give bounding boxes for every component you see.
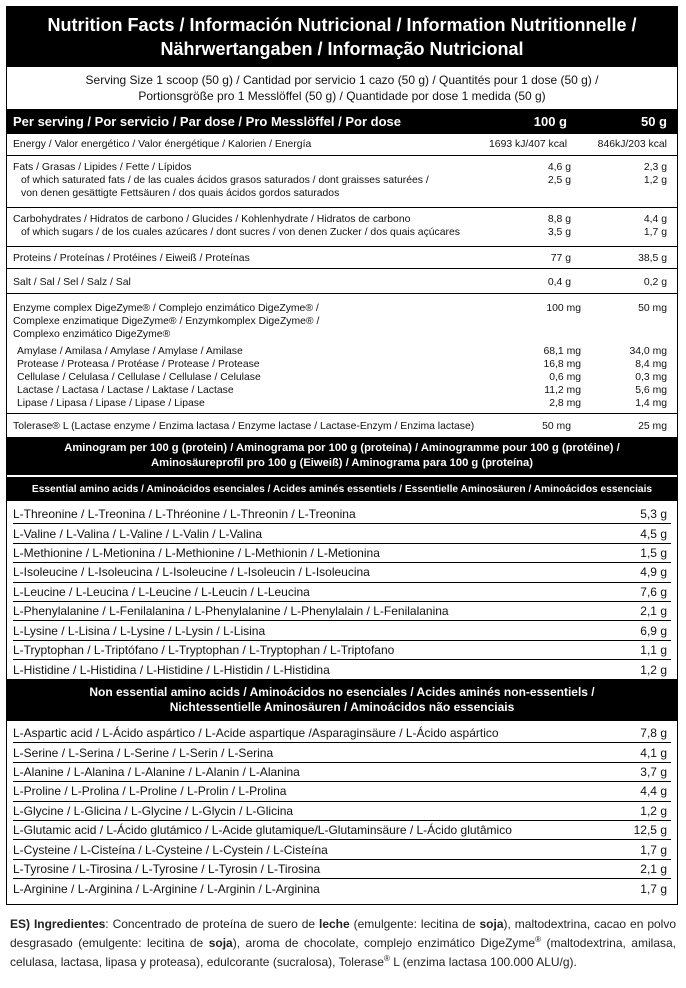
list-item: L-Glutamic acid / L-Ácido glutámico / L-Acide glutamique/L-Glutaminsäure / L-Ácido glutâmico 12,5 g (13, 821, 671, 840)
per-serving-label: Per serving / Por servicio / Par dose / Pro Messlöffel / Por dose (13, 113, 401, 129)
enzyme-row-lactase: Lactase / Lactasa / Lactase / Laktase / Lactase 11,2 mg 5,6 mg (17, 385, 667, 396)
title-line-1: Nutrition Facts / Información Nutricional / Information Nutritionnelle / (47, 15, 637, 35)
list-item: L-Threonine / L-Treonina / L-Thréonine / L-Threonin / L-Treonina 5,3 g (13, 505, 671, 524)
list-item: L-Isoleucine / L-Isoleucina / L-Isoleucine / L-Isoleucin / L-Isoleucina 4,9 g (13, 563, 671, 582)
fats-row: Fats / Grasas / Lipides / Fette / Lípidos 4,6 g 2,3 g (13, 162, 667, 173)
list-item: L-Tyrosine / L-Tirosina / L-Tyrosine / L-Tyrosin / L-Tirosina 2,1 g (13, 860, 671, 879)
list-item: L-Methionine / L-Metionina / L-Methionine / L-Methionin / L-Metionina 1,5 g (13, 544, 671, 563)
enzyme-complex-row: Enzyme complex DigeZyme® / Complejo enzimático DigeZyme® / Complexe enzimatique DigeZyme® / Enzymkomplex DigeZyme® / Complexo enzimático DigeZyme® 100 mg 50 mg (13, 303, 667, 340)
list-item: L-Tryptophan / L-Triptófano / L-Tryptophan / L-Tryptophan / L-Triptofano 1,1 g (13, 641, 671, 660)
title-line-2: Nährwertangaben / Informação Nutricional (160, 39, 524, 59)
carbs-row: Carbohydrates / Hidratos de carbono / Glucides / Kohlenhydrate / Hidratos de carbono 8,8 g 4,4 g (13, 214, 667, 225)
proteins-row: Proteins / Proteínas / Protéines / Eiweiß / Proteínas 77 g 38,5 g (13, 253, 667, 264)
list-item: L-Histidine / L-Histidina / L-Histidine / L-Histidin / L-Histidina 1,2 g (13, 662, 667, 677)
enzyme-row-protease: Protease / Proteasa / Protéase / Protease / Protease 16,8 mg 8,4 mg (17, 359, 667, 370)
per-50g-heading: 50 g (640, 113, 667, 129)
salt-row: Salt / Sal / Sel / Salz / Sal 0,4 g 0,2 g (13, 277, 667, 288)
enzyme-section (7, 293, 677, 413)
proteins-section (7, 246, 677, 268)
carbs-section (7, 207, 677, 246)
list-item: L-Arginine / L-Arginina / L-Arginine / L-Arginin / L-Arginina 1,7 g (13, 881, 667, 896)
aminogram-heading: Aminogram per 100 g (protein) / Aminograma por 100 g (proteína) / Aminogramme pour 100 g (protéine) / Aminosäureprofil pro 100 g (Eiweiß) / Aminograma para 100 g (proteína) (7, 437, 677, 475)
salt-section (7, 268, 677, 293)
list-item: L-Leucine / L-Leucina / L-Leucine / L-Leucin / L-Leucina 7,6 g (13, 583, 671, 602)
non-essential-amino-list (7, 721, 677, 901)
list-item: L-Glycine / L-Glicina / L-Glycine / L-Glycin / L-Glicina 1,2 g (13, 802, 671, 821)
enzyme-row-amylase: Amylase / Amilasa / Amylase / Amylase / Amilase 68,1 mg 34,0 mg (17, 346, 667, 357)
enzyme-row-lipase: Lipase / Lipasa / Lipase / Lipase / Lipase 2,8 mg 1,4 mg (17, 398, 667, 409)
serving-line-2: Portionsgröße pro 1 Messlöffel (50 g) / Quantidade por dose 1 medida (50 g) (138, 89, 546, 103)
sugars-row: of which sugars / de los cuales azúcares / dont sucres / von denen Zucker / dos quais açúcares 3,5 g 1,7 g (21, 227, 667, 238)
list-item: L-Proline / L-Prolina / L-Proline / L-Prolin / L-Prolina 4,4 g (13, 782, 671, 801)
serving-size (7, 67, 677, 109)
essential-amino-heading: Essential amino acids / Aminoácidos esenciales / Acides aminés essentiels / Essentielle Aminosäuren / Aminoácidos essenciais (7, 477, 677, 501)
serving-line-1: Serving Size 1 scoop (50 g) / Cantidad por servicio 1 cazo (50 g) / Quantités pour 1 dose (50 g) / (85, 73, 599, 87)
list-item: L-Alanine / L-Alanina / L-Alanine / L-Alanin / L-Alanina 3,7 g (13, 763, 671, 782)
tolerase-section (7, 413, 677, 437)
list-item: L-Lysine / L-Lisina / L-Lysine / L-Lysin / L-Lisina 6,9 g (13, 621, 671, 640)
list-item: L-Cysteine / L-Cisteína / L-Cysteine / L-Cystein / L-Cisteína 1,7 g (13, 840, 671, 859)
per-100g-heading: 100 g (533, 113, 567, 129)
fats-section (7, 155, 677, 207)
list-item: L-Phenylalanine / L-Fenilalanina / L-Phenylalanine / L-Phenylalain / L-Fenilalanina 2,1 g (13, 602, 671, 621)
energy-row: Energy / Valor energético / Valor énergétique / Kalorien / Energía 1693 kJ/407 kcal 846kJ/203 kcal (13, 139, 667, 150)
list-item: L-Aspartic acid / L-Ácido aspártico / L-Acide aspartique /Asparaginsäure / L-Ácido aspártico 7,8 g (13, 724, 671, 743)
list-item: L-Serine / L-Serina / L-Serine / L-Serin / L-Serina 4,1 g (13, 743, 671, 762)
energy-section (7, 133, 677, 155)
ingredients-label: ES) Ingredientes (10, 917, 106, 931)
non-essential-amino-heading: Non essential amino acids / Aminoácidos no esenciales / Acides aminés non-essentiels / Nichtessentielle Aminosäuren / Aminoácidos não essenciais (7, 679, 677, 721)
ingredients-text: ES) Ingredientes: Concentrado de proteína de suero de leche (emulgente: lecitina de soja), maltodextrina, cacao en polvo desgrasado (emulgente: lecitina de soja), aroma de chocolate, complejo enzimático DigeZyme® (maltodextrina, amilasa, celulasa, lactasa, lipasa y proteasa), edulcorante (sucralosa), Tolerase® L (enzima lactasa 100.000 ALU/g). (10, 917, 677, 969)
nutrition-label (6, 6, 678, 905)
tolerase-row: Tolerase® L (Lactase enzyme / Enzima lactasa / Enzyme lactase / Lactase-Enzym / Enzima lactase) 50 mg 25 mg (13, 421, 667, 432)
enzyme-row-cellulase: Cellulase / Celulasa / Cellulase / Cellulase / Celulase 0,6 mg 0,3 mg (17, 372, 667, 383)
essential-amino-list (7, 501, 677, 679)
list-item: L-Valine / L-Valina / L-Valine / L-Valin / L-Valina 4,5 g (13, 524, 671, 543)
per-serving-header (7, 109, 677, 133)
saturated-fats-row: of which saturated fats / de las cuales ácidos grasos saturados / dont graisses saturées / von denen gesättigte Fettsäuren / dos quais ácidos gordos saturados 2,5 g 1,2 g (21, 175, 667, 199)
label-title (7, 7, 677, 67)
